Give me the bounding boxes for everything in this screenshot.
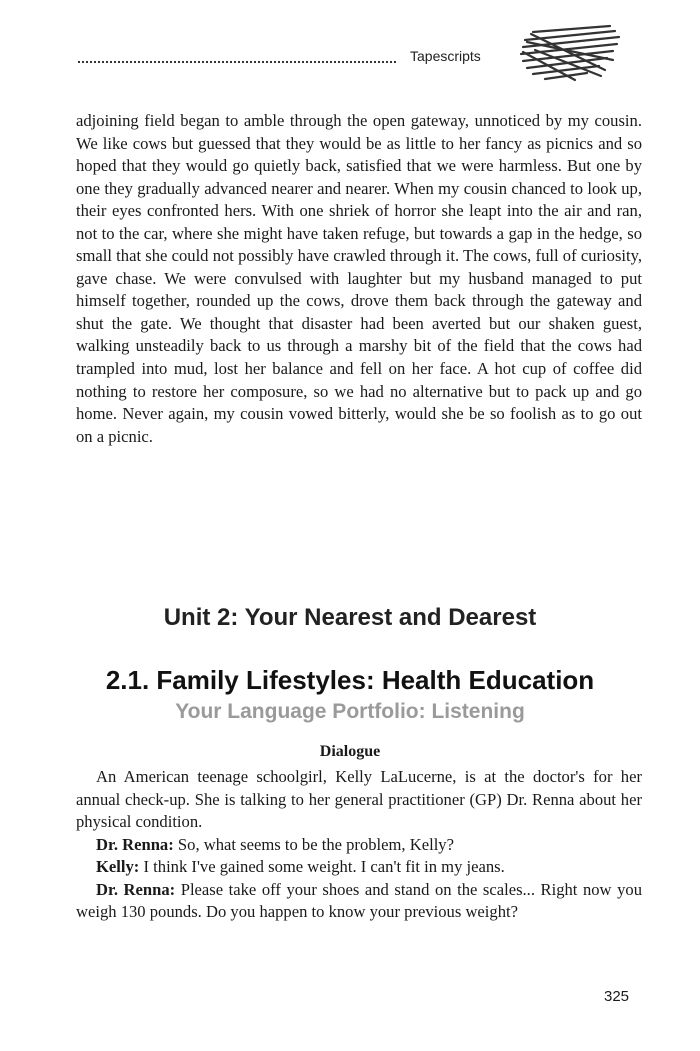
dialogue-body xyxy=(76,766,642,924)
dialogue-heading: Dialogue xyxy=(319,743,381,760)
speaker-name: Dr. Renna: xyxy=(96,879,176,899)
story-paragraph: adjoining field began to amble through the open gateway, unnoticed by my cousin. We like cows but guessed that they would be as little to her fancy as picnics and so hoped that they would go quietly back, satisfied that we were harmless. But one by one they gradually advanced nearer and nearer. When my cousin chanced to look up, their eyes confronted hers. With one shriek of horror she leapt into the air and ran, not to the car, where she might have taken refuge, but towards a gap in the hedge, so small that she could not possibly have crawled through it. The cows, full of curiosity, gave chase. We were convulsed with laughter but my husband managed to put himself together, rounded up the cows, drove them back through the gateway and shut the gate. We thought that disaster had been averted but our shaken guest, walking unsteadily back to us through a marshy bit of the field that the cows had trampled into mud, lost her balance and fell on her face. A hot cup of coffee did nothing to restore her composure, so we had no alternative but to pack up and go home. Never again, my cousin vowed bitterly, would she be so foolish as to go out on a picnic. xyxy=(76,111,642,446)
header-title: Tapescripts xyxy=(410,48,481,64)
dotted-leader xyxy=(78,61,396,63)
dialogue-line xyxy=(76,834,642,857)
scribble-decoration-icon xyxy=(515,22,625,87)
unit-title: Unit 2: Your Nearest and Dearest xyxy=(163,604,537,631)
section-title: 2.1. Family Lifestyles: Health Education xyxy=(105,665,595,695)
dialogue-line xyxy=(76,856,642,879)
line-text: So, what seems to be the problem, Kelly? xyxy=(177,834,454,854)
running-header xyxy=(78,44,578,74)
dialogue-intro: An American teenage schoolgirl, Kelly LaLucerne, is at the doctor's for her annual check-up. She is talking to her general practitioner (GP) Dr. Renna about her physical condition. xyxy=(76,767,642,832)
speaker-name: Dr. Renna: xyxy=(96,834,174,854)
dialogue-line xyxy=(76,879,642,924)
line-text: I think I've gained some weight. I can't fit in my jeans. xyxy=(143,857,505,877)
line-text: Please take off your shoes and stand on the scales... Right now you weigh 130 pounds. Do you happen to know your previous weight? xyxy=(76,879,642,922)
speaker-name: Kelly: xyxy=(96,857,140,877)
portfolio-subtitle: Your Language Portfolio: Listening xyxy=(175,700,525,723)
story-text xyxy=(76,110,642,448)
page-number: 325 xyxy=(604,988,630,1005)
